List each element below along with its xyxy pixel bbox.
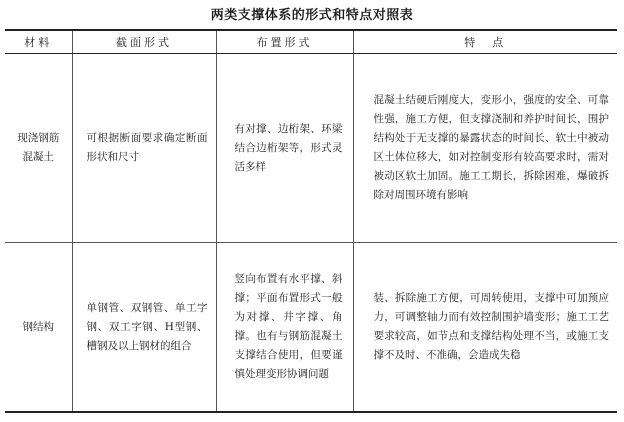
material-line: 现浇钢筋 [17,132,60,144]
header-row [5,30,617,54]
cell-layout [216,54,353,243]
cell-features [353,54,617,243]
material-line: 混凝土 [22,151,54,163]
header-section: 截面形式 [72,30,216,54]
material-line: 钢结构 [22,320,54,333]
header-layout: 布置形式 [216,30,353,54]
comparison-table [5,29,617,413]
layout-text: 竖向布置有水平撑、斜撑；平面布置形式一般为对撑、井字撑、角撑。也有与钢筋混凝土支撑结合使用，但要谨慎处理变形协调问题 [234,273,343,380]
cell-material [5,54,72,243]
table-row [5,54,617,243]
cell-layout [216,243,353,413]
cell-material [5,243,72,413]
header-material: 材料 [5,30,72,54]
cell-features [353,243,617,413]
section-text: 可根据断面要求确定断面形状和尺寸 [86,132,208,163]
table-row [5,243,617,413]
features-text: 装、拆除施工方便，可周转使用，支撑中可加预应力，可调整轴力而有效控制围护墙变形；施工工艺要求较高，如节点和支撑结构处理不当，或施工支撑不及时、不准确，会造成失稳 [373,292,609,361]
header-features: 特 点 [353,30,617,54]
table-title: 两类支撑体系的形式和特点对照表 [210,8,414,23]
features-text: 混凝土结硬后刚度大，变形小，强度的安全、可靠性强，施工方便，但支撑浇制和养护时间长，围护结构处于无支撑的暴露状态的时间长、软土中被动区土体位移大，如对控制变形有较高要求时，需对被动区软土加固。施工工期长，拆除困难，爆破拆除对周围环境有影响 [373,94,609,201]
cell-section [72,54,216,243]
layout-text: 有对撑、边桁架、环梁结合边桁架等，形式灵活多样 [234,122,343,173]
section-text: 单钢管、双钢管、单工字钢、双工字钢、H型钢、槽钢及以上钢材的组合 [86,301,208,352]
cell-section [72,243,216,413]
